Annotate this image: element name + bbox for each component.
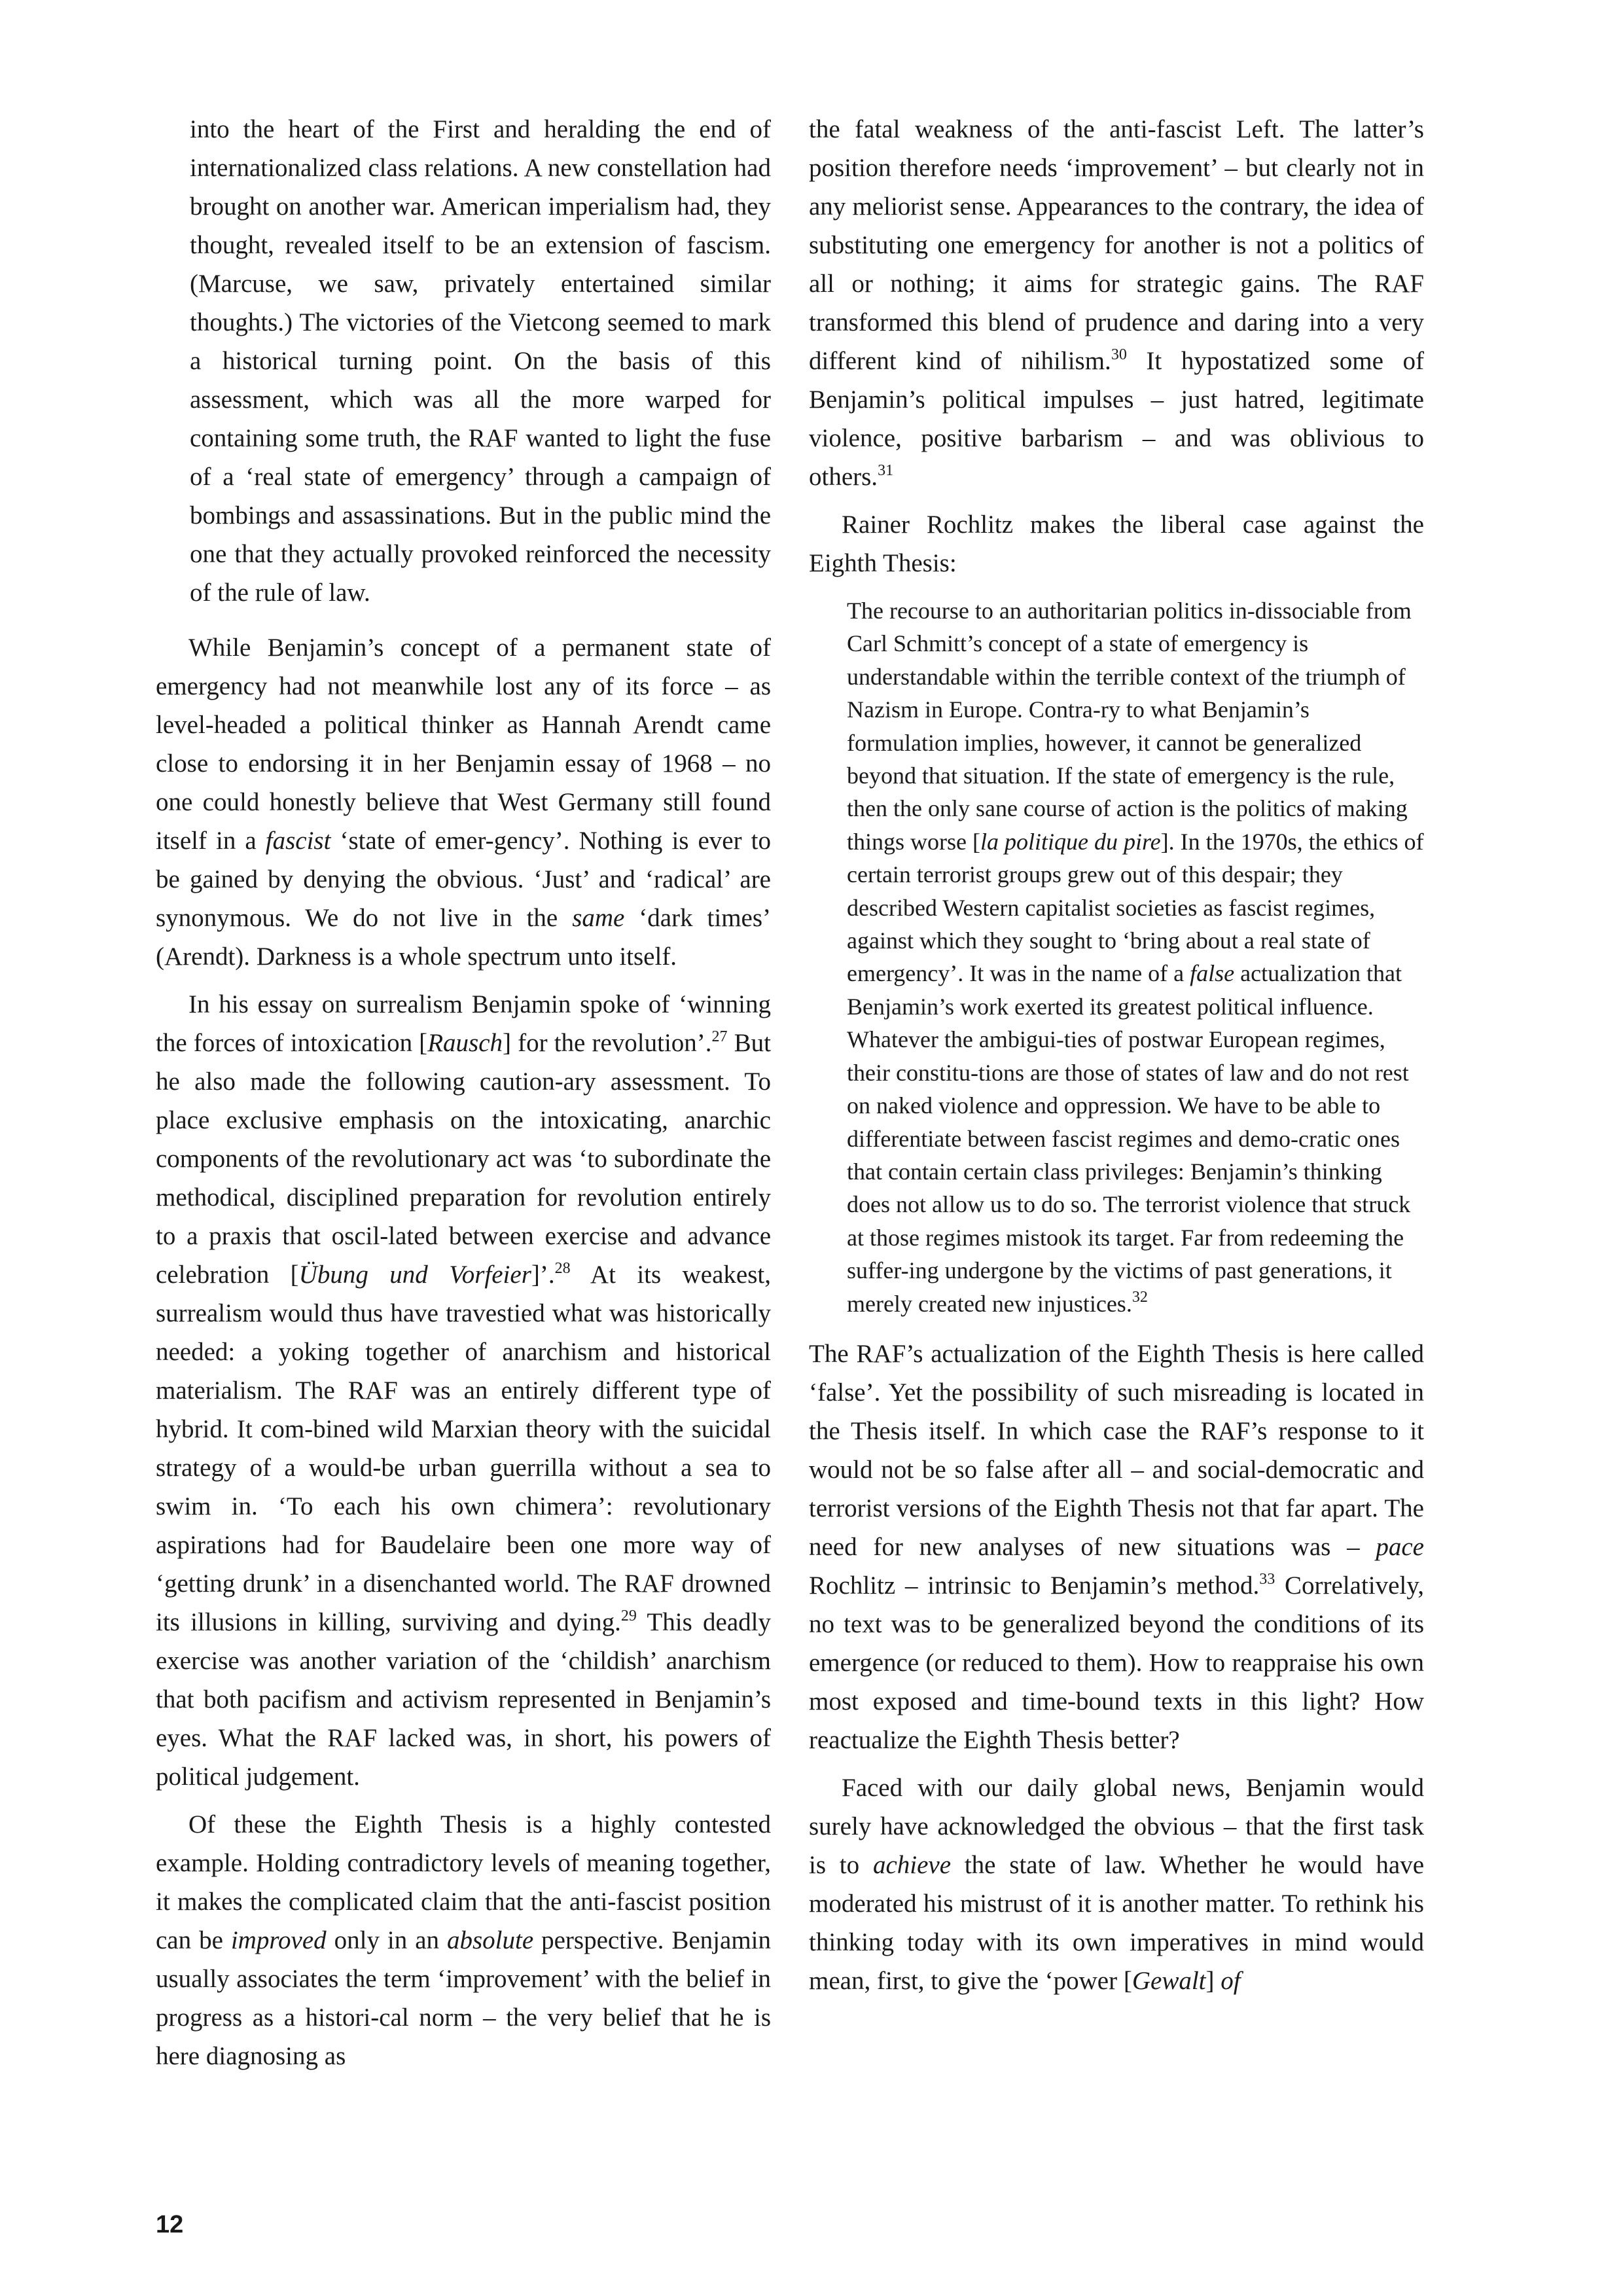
footnote-ref-28: 28 — [554, 1260, 571, 1277]
footnote-ref-27: 27 — [711, 1028, 728, 1045]
footnote-ref-33: 33 — [1259, 1570, 1275, 1588]
paragraph-raf-actualization: The RAF’s actualization of the Eighth Thesis is here called ‘false’. Yet the possibility of such misreading is located in the Thesis itself. In which case the RAF’s response to it would not be so false after all – and social-democratic and terrorist versions of the Eighth Thesis not that far apart. The need for new analyses of new situations was – pace Rochlitz – intrinsic to Benjamin’s method.$^{33}$ Correlatively, no text was to be generalized beyond the conditions of its emergence (or reduced to them). How to reappraise his own most exposed and time-bound texts in this light? How reactualize the Eighth Thesis better? — [809, 1339, 1424, 1754]
paragraph-permanent-emergency: While Benjamin’s concept of a permanent state of emergency had not meanwhile lost any of its force – as level-headed a political thinker as Hannah Arendt came close to endorsing it in her Benjamin essay of 1968 – no one could honestly believe that West Germany still found itself in a fascist ‘state of emer-gency’. Nothing is ever to be gained by denying the obvious. ‘Just’ and ‘radical’ are synonymous. We do not live in the same ‘dark times’ (Arendt). Darkness is a whole spectrum unto itself. — [156, 634, 772, 971]
footnote-ref-31: 31 — [878, 462, 894, 479]
footnote-ref-32: 32 — [1132, 1288, 1148, 1306]
left-column — [156, 110, 771, 2075]
paragraph-global-news: Faced with our daily global news, Benjamin would surely have acknowledged the obvious – that the first task is to achieve the state of law. Whether he would have moderated his mistrust of it is another matter. To rethink his thinking today with its own imperatives in mind would mean, first, to give the ‘power [Gewalt] of — [809, 1773, 1425, 1995]
paragraph-surrealism: In his essay on surrealism Benjamin spoke of ‘winning the forces of intoxication [Rausch] for the revolution’.$^{27}$ But he also made the following caution-ary assessment. To place exclusive emphasis on the intoxicating, anarchic components of the revolutionary act was ‘to subordinate the methodical, disciplined preparation for revolution entirely to a praxis that oscil-lated between exercise and advance celebration [Übung und Vorfeier]’.$^{28}$ At its weakest, surrealism would thus have travestied what was historically needed: a yoking together of anarchism and historical materialism. The RAF was an entirely different type of hybrid. It com-bined wild Marxian theory with the suicidal strategy of a would-be urban guerrilla without a sea to swim in. ‘To each his own chimera’: revolutionary aspirations had for Baudelaire been one more way of ‘getting drunk’ in a disenchanted world. The RAF drowned its illusions in killing, surviving and dying.$^{29}$ This deadly exercise was another variation of the ‘childish’ anarchism that both pacifism and activism represented in Benjamin’s eyes. What the RAF lacked was, in short, his powers of political judgement. — [156, 990, 771, 1791]
footnote-ref-29: 29 — [620, 1607, 637, 1624]
right-column — [809, 110, 1424, 2000]
paragraph-fatal-weakness: the fatal weakness of the anti-fascist Left. The latter’s position therefore needs ‘improvement’ – but clearly not in any meliorist sense. Appearances to the contrary, the idea of substituting one emergency for another is not a politics of all or nothing; it aims for strategic gains. The RAF transformed this blend of prudence and daring into a very different kind of nihilism.$^{30}$ It hypostatized some of Benjamin’s political impulses – just hatred, legitimate violence, positive barbarism – and was oblivious to others.$^{31}$ — [809, 115, 1424, 491]
paragraph-eighth-thesis: Of these the Eighth Thesis is a highly contested example. Holding contradictory levels of meaning together, it makes the complicated claim that the anti-fascist position can be improved only in an absolute perspective. Benjamin usually associates the term ‘improvement’ with the belief in progress as a histori-cal norm – the very belief that he is here diagnosing as — [156, 1810, 771, 2070]
block-quote-text: The recourse to an authoritarian politics in-dissociable from Carl Schmitt’s concept of a state of emergency is understandable within the terrible context of the triumph of Nazism in Europe. Contra-ry to what Benjamin’s formulation implies, however, it cannot be generalized beyond that situation. If the state of emergency is the rule, then the only sane course of action is the politics of making things worse [la politique du pire]. In the 1970s, the ethics of certain terrorist groups grew out of this despair; they described Western capitalist societies as fascist regimes, against which they sought to ‘bring about a real state of emergency’. It was in the name of a false actualization that Benjamin’s work exerted its greatest political influence. Whatever the ambigui-ties of postwar European regimes, their constitu-tions are those of states of law and do not rest on naked violence and oppression. We have to be able to differentiate between fascist regimes and demo-cratic ones that contain certain class privileges: Benjamin’s thinking does not allow us to do so. The terrorist violence that struck at those regimes mistook its target. Far from redeeming the suffer-ing undergone by the victims of past generations, it merely created new injustices.$^{32}$ — [847, 598, 1424, 1317]
page-number: 12 — [156, 2211, 184, 2238]
paragraph-continued: into the heart of the First and heralding the end of internationalized class relations. A new constellation had brought on another war. American imperialism had, they thought, revealed itself to be an extension of fascism. (Marcuse, we saw, privately entertained similar thoughts.) The victories of the Vietcong seemed to mark a historical turning point. On the basis of this assessment, which was all the more warped for containing some truth, the RAF wanted to light the fuse of a ‘real state of emergency’ through a campaign of bombings and assassinations. But in the public mind the one that they actually provoked reinforced the necessity of the rule of law. — [190, 115, 771, 607]
paragraph-rochlitz: Rainer Rochlitz makes the liberal case against the Eighth Thesis: — [809, 511, 1424, 577]
block-quote — [847, 594, 1424, 1320]
footnote-ref-30: 30 — [1111, 346, 1127, 363]
